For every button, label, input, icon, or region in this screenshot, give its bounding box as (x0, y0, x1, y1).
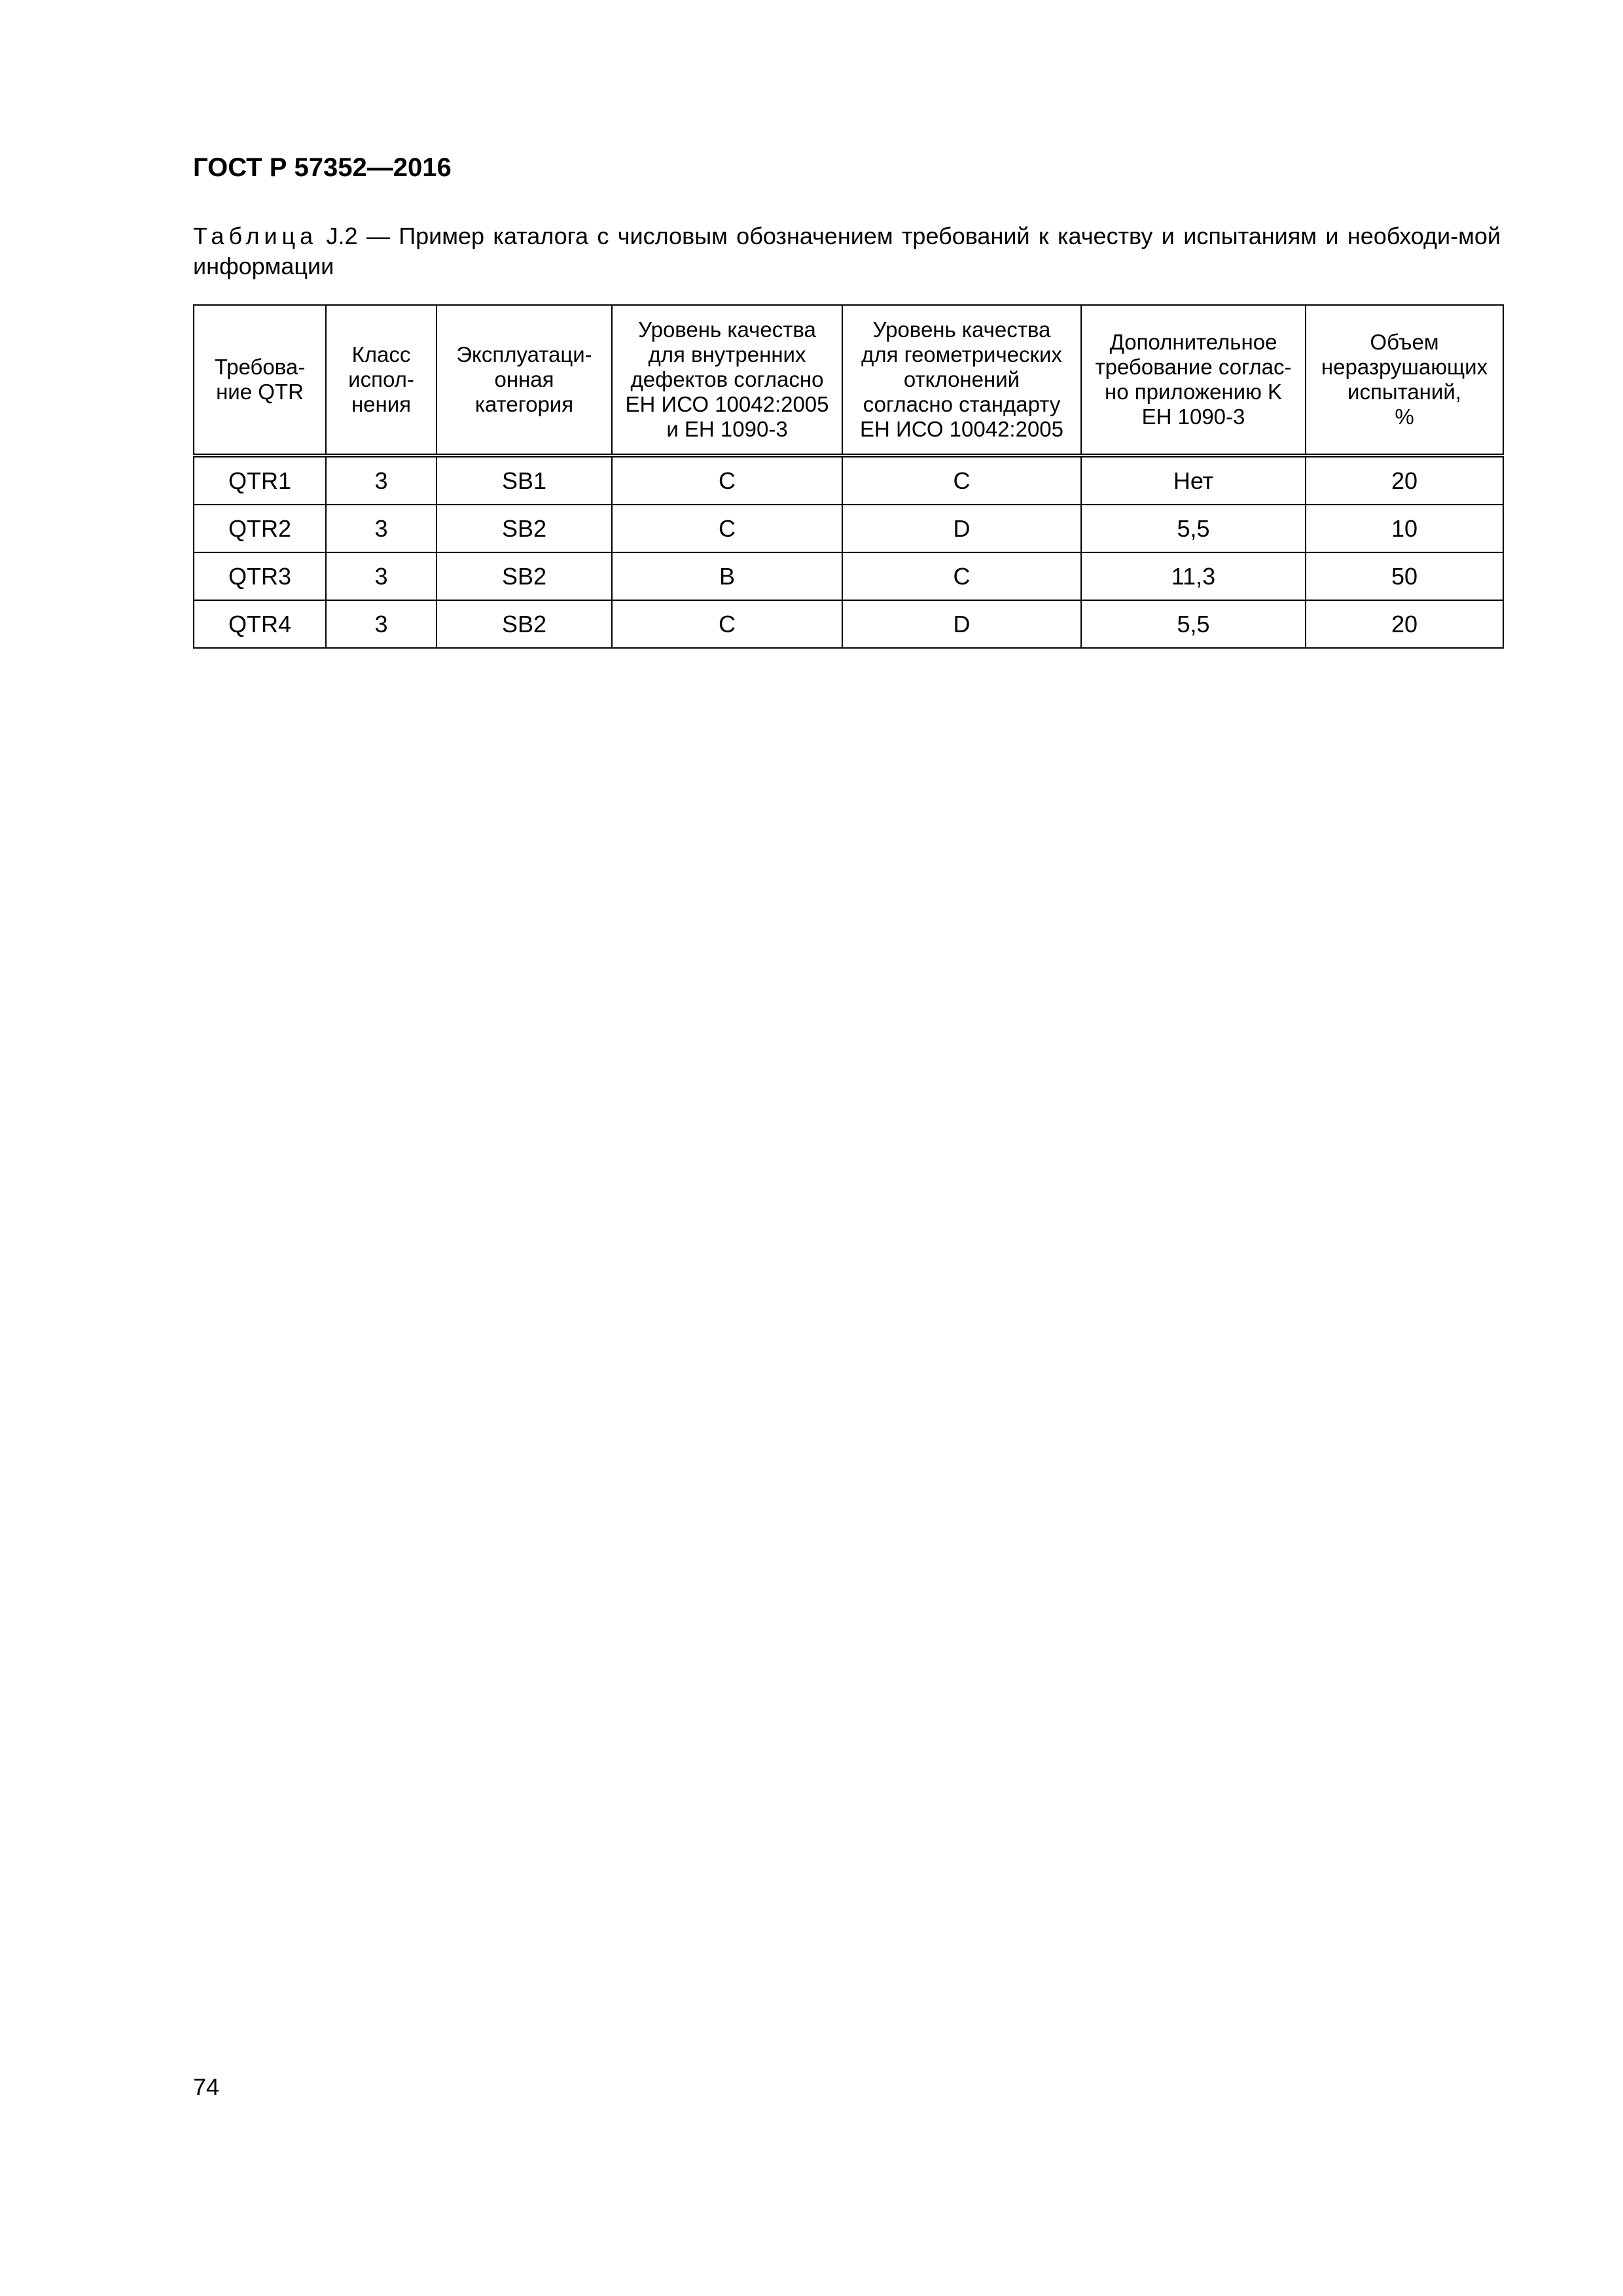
table-cell: C (612, 600, 842, 648)
table-cell: D (842, 600, 1081, 648)
table-cell: 20 (1306, 456, 1503, 505)
table-cell: QTR2 (194, 505, 326, 552)
table-cell: 50 (1306, 552, 1503, 600)
page-number: 74 (193, 2073, 220, 2100)
column-header-service-category: Эксплуатаци- онная категория (437, 305, 612, 456)
column-header-execution-class: Класс испол- нения (326, 305, 437, 456)
table-cell: Нет (1081, 456, 1306, 505)
table-cell: 10 (1306, 505, 1503, 552)
table-caption-label: Таблица (193, 223, 318, 249)
table-cell: 3 (326, 600, 437, 648)
table-cell: B (612, 552, 842, 600)
table-cell: C (612, 505, 842, 552)
table-cell: QTR1 (194, 456, 326, 505)
table-cell: C (842, 552, 1081, 600)
table-cell: SB2 (437, 552, 612, 600)
table-row (194, 505, 1503, 552)
table-header-row (194, 305, 1503, 456)
table-row (194, 600, 1503, 648)
table-caption-text: J.2 — Пример каталога с числовым обозначением требований к качеству и испытаниям и необходи-мой информации (193, 223, 1501, 279)
table-cell: C (842, 456, 1081, 505)
table-cell: QTR4 (194, 600, 326, 648)
table-cell: C (612, 456, 842, 505)
table-cell: 11,3 (1081, 552, 1306, 600)
table-cell: 5,5 (1081, 600, 1306, 648)
table-cell: SB1 (437, 456, 612, 505)
table-cell: 3 (326, 505, 437, 552)
table-cell: 20 (1306, 600, 1503, 648)
table-row (194, 456, 1503, 505)
qtr-catalog-table (193, 304, 1504, 649)
column-header-qtr: Требова- ние QTR (194, 305, 326, 456)
table-cell: 5,5 (1081, 505, 1306, 552)
table-cell: 3 (326, 552, 437, 600)
table-cell: 3 (326, 456, 437, 505)
document-standard-id: ГОСТ Р 57352—2016 (193, 153, 452, 182)
table-cell: SB2 (437, 505, 612, 552)
table-row (194, 552, 1503, 600)
column-header-additional-requirement: Дополнительное требование соглас- но приложению K ЕН 1090-3 (1081, 305, 1306, 456)
column-header-geometric-deviations-level: Уровень качества для геометрических отклонений согласно стандарту ЕН ИСО 10042:2005 (842, 305, 1081, 456)
table-caption (193, 221, 1501, 281)
column-header-internal-defects-level: Уровень качества для внутренних дефектов согласно ЕН ИСО 10042:2005 и ЕН 1090-3 (612, 305, 842, 456)
table-cell: QTR3 (194, 552, 326, 600)
column-header-ndt-extent: Объем неразрушающих испытаний, % (1306, 305, 1503, 456)
table-cell: D (842, 505, 1081, 552)
table-cell: SB2 (437, 600, 612, 648)
